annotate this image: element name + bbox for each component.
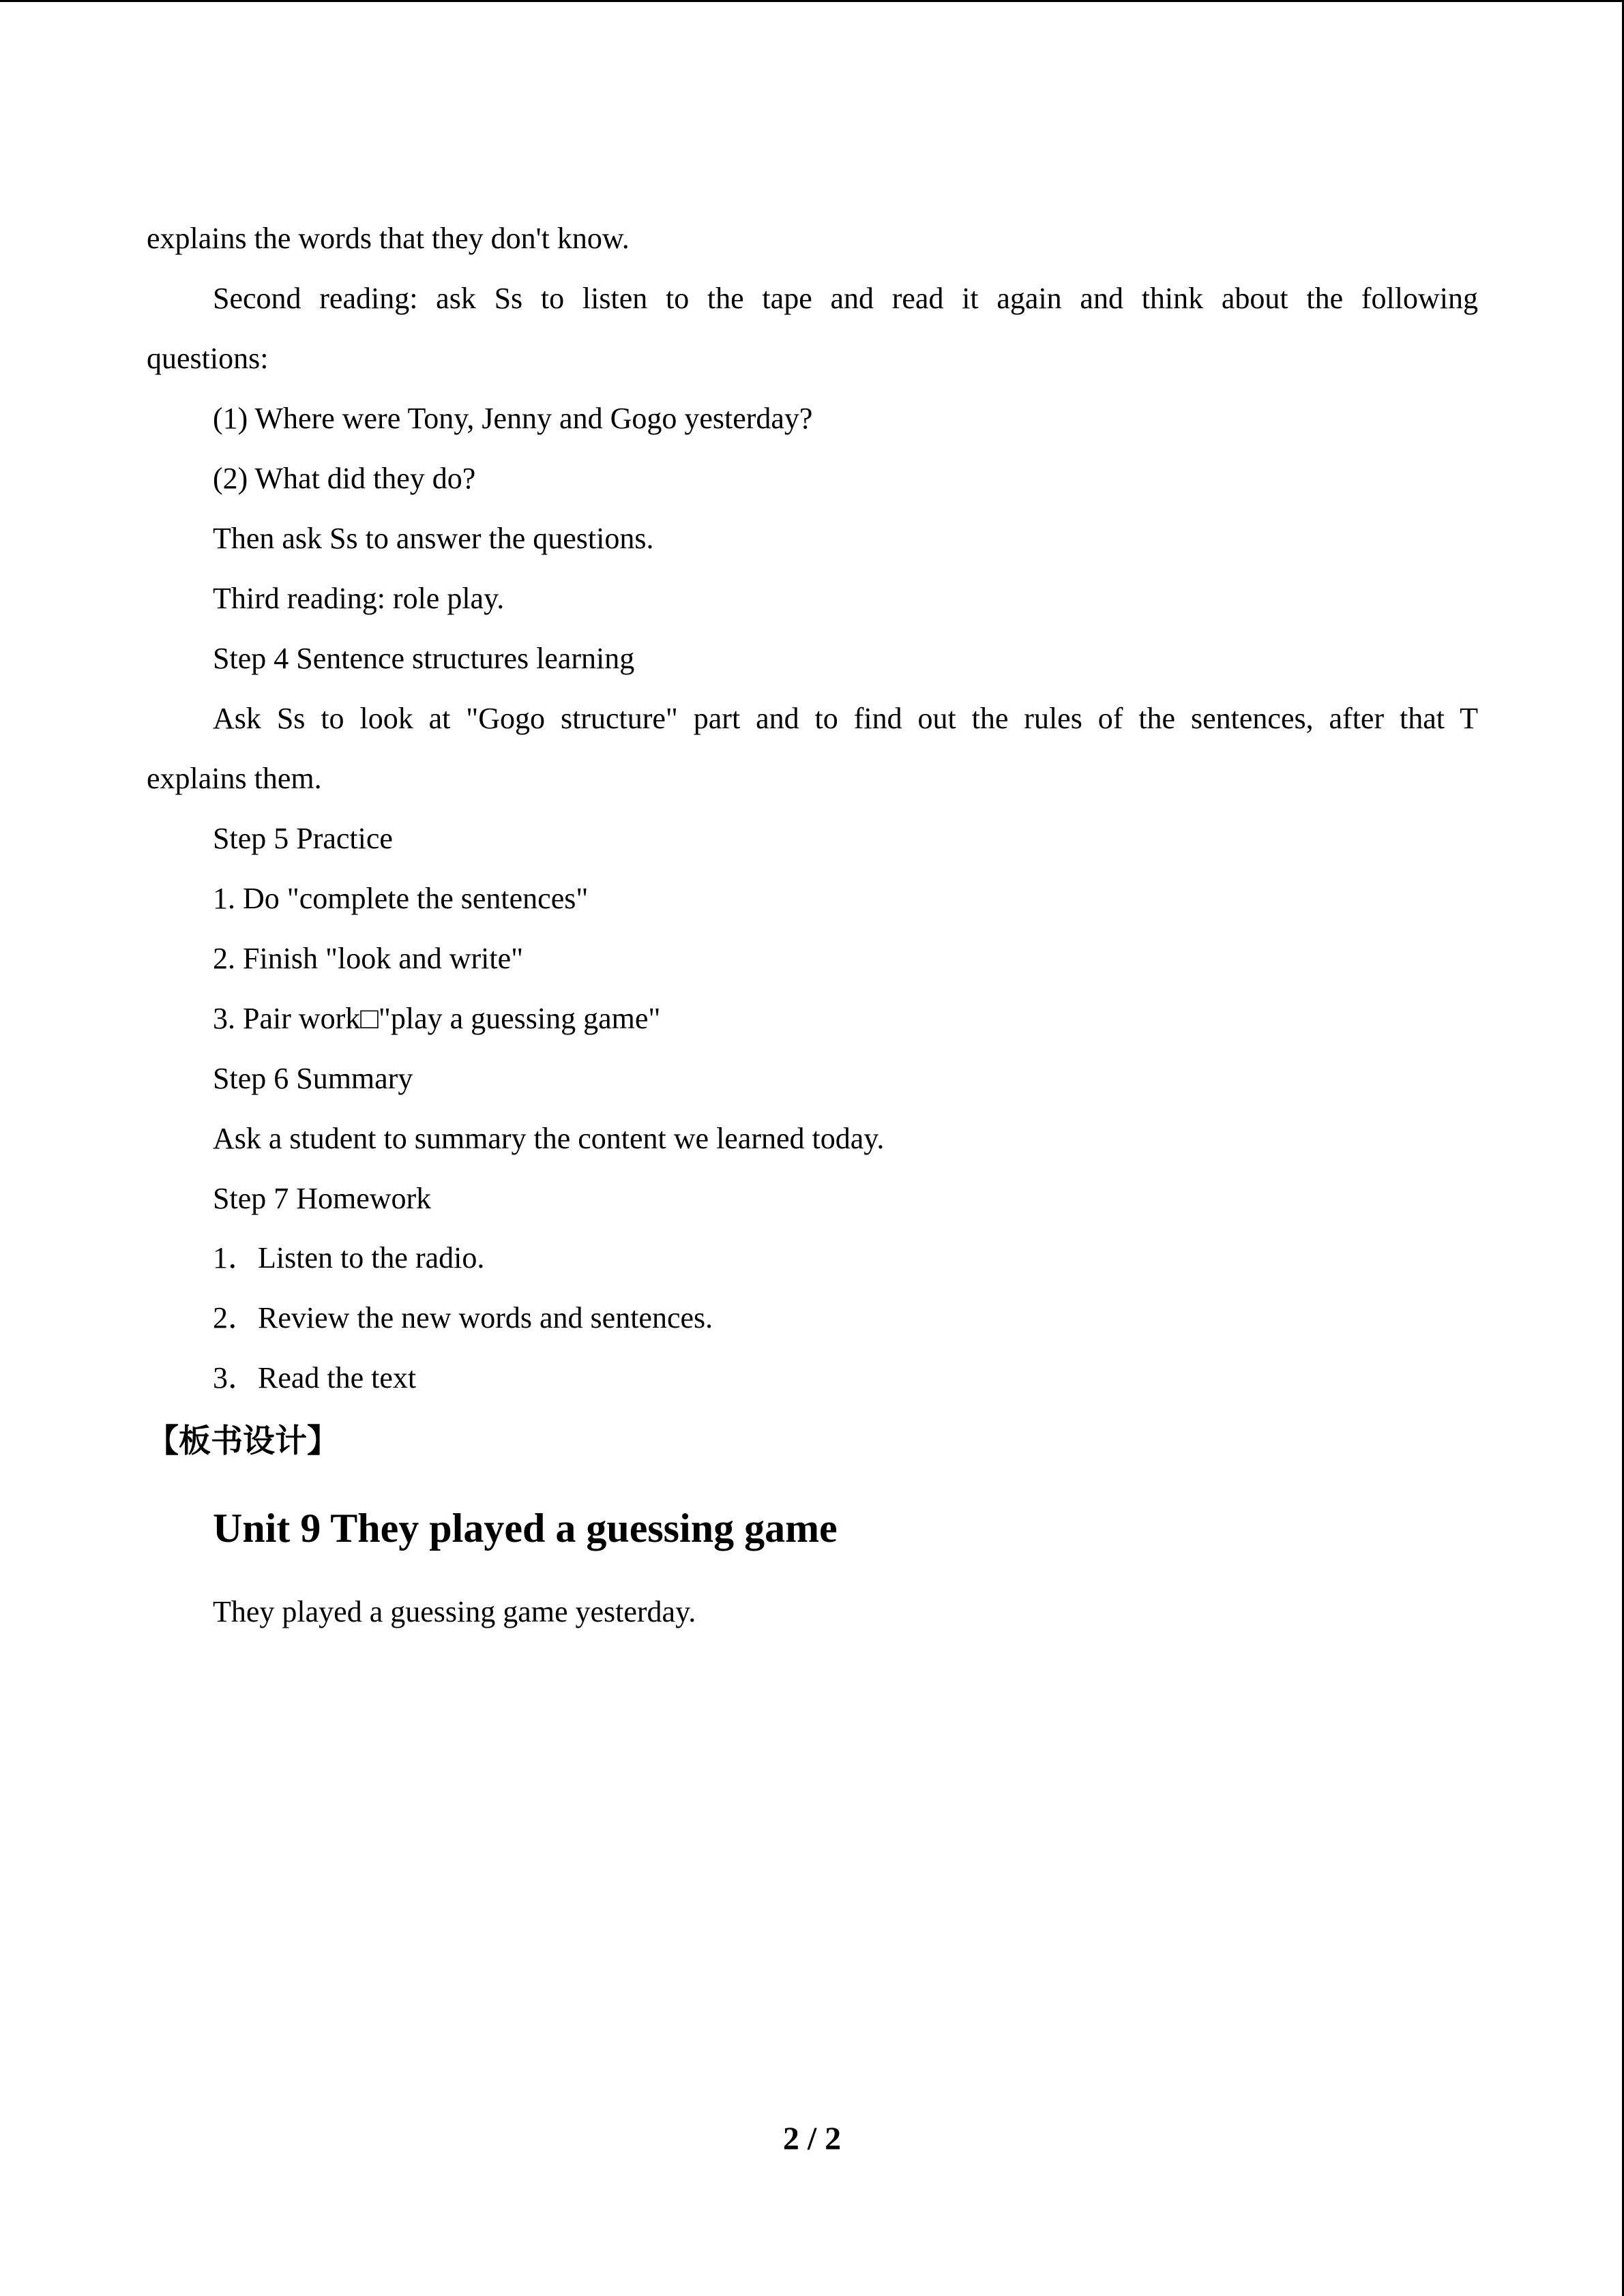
- text-line: questions:: [147, 342, 269, 375]
- text-line: Second reading: ask Ss to listen to the tape and read it again and think about the following: [213, 282, 1478, 315]
- text-line: Ask a student to summary the content we learned today.: [213, 1122, 885, 1155]
- step-heading: Step 4 Sentence structures learning: [213, 642, 635, 675]
- page-number: 2 / 2: [782, 2121, 842, 2157]
- section-heading: 【板书设计】: [147, 1422, 339, 1460]
- text-line: Third reading: role play.: [213, 582, 505, 615]
- step-heading: Step 7 Homework: [213, 1182, 432, 1215]
- step-heading: Step 5 Practice: [213, 822, 393, 855]
- question-2: (2) What did they do?: [213, 462, 476, 495]
- list-item: 2. Finish "look and write": [213, 942, 524, 975]
- text-line: Then ask Ss to answer the questions.: [213, 522, 654, 555]
- list-item: 1．Listen to the radio.: [213, 1241, 485, 1274]
- unit-title: Unit 9 They played a guessing game: [213, 1506, 838, 1551]
- step-heading: Step 6 Summary: [213, 1062, 413, 1095]
- list-item: 3. Pair work□"play a guessing game": [213, 1002, 661, 1035]
- list-item: 3．Read the text: [213, 1361, 417, 1395]
- text-line: Ask Ss to look at "Gogo structure" part and to find out the rules of the sentences, after that T: [213, 702, 1478, 735]
- list-item: 1. Do "complete the sentences": [213, 882, 589, 915]
- text-line: explains the words that they don't know.: [147, 222, 630, 255]
- board-sentence: They played a guessing game yesterday.: [213, 1595, 696, 1628]
- list-item: 2．Review the new words and sentences.: [213, 1301, 713, 1335]
- question-1: (1) Where were Tony, Jenny and Gogo yesterday?: [213, 402, 813, 435]
- text-line: explains them.: [147, 762, 322, 795]
